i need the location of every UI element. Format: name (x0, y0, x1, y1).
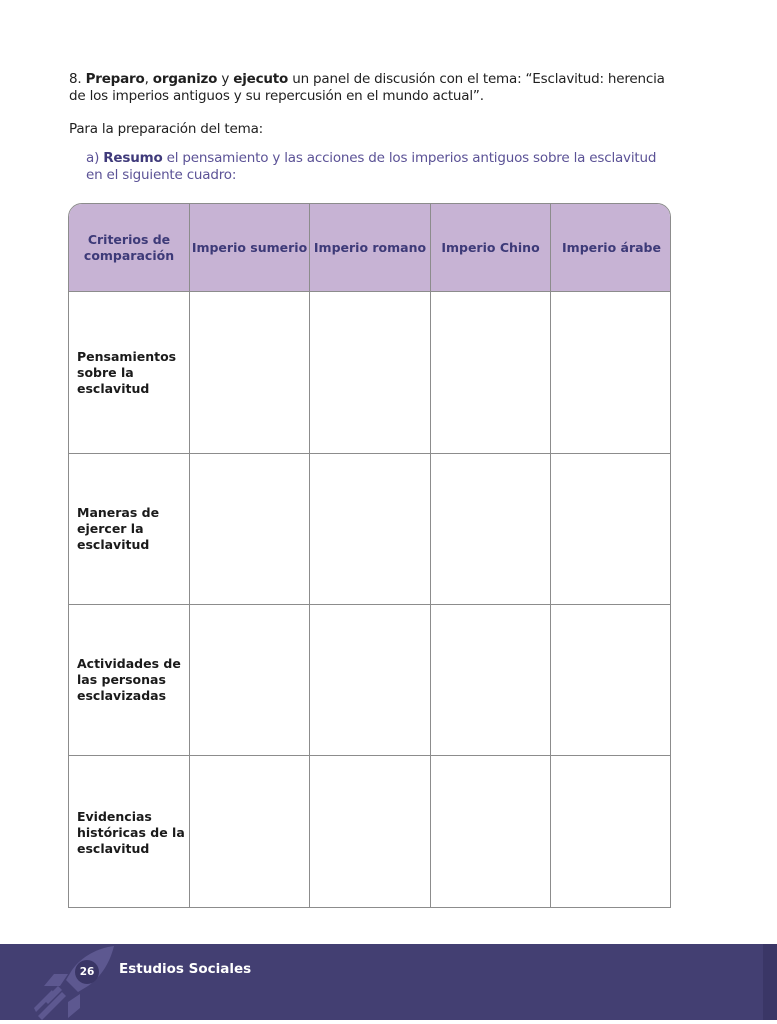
answer-cell-thoughts-roman[interactable] (310, 292, 431, 454)
answer-cell-activities-roman[interactable] (310, 605, 431, 756)
answer-cell-thoughts-chinese[interactable] (431, 292, 551, 454)
instruction-verb-execute: ejecuto (233, 71, 289, 87)
answer-cell-evidence-sumerian[interactable] (190, 756, 310, 908)
answer-cell-evidence-arab[interactable] (551, 756, 671, 908)
table-header-sumerian: Imperio sumerio (190, 204, 310, 292)
footer-edge-strip (763, 944, 777, 1020)
answer-cell-ways-sumerian[interactable] (190, 454, 310, 605)
instruction-verb-organize: organizo (152, 71, 218, 87)
subject-title: Estudios Sociales (119, 961, 252, 977)
answer-cell-activities-chinese[interactable] (431, 605, 551, 756)
table-header-criteria: Criterios de comparación (69, 204, 190, 292)
answer-cell-ways-roman[interactable] (310, 454, 431, 605)
answer-cell-ways-chinese[interactable] (431, 454, 551, 605)
page-footer (0, 944, 777, 1020)
answer-cell-evidence-roman[interactable] (310, 756, 431, 908)
subtask-rest: el pensamiento y las acciones de los imperios antiguos sobre la esclavitud en el siguiente cuadro: (86, 150, 657, 183)
instruction-rest: un panel de discusión con el tema: “Esclavitud: herencia de los imperios antiguos y su repercusión en el mundo actual”. (69, 71, 665, 104)
instruction-separator: y (217, 71, 234, 87)
answer-cell-activities-arab[interactable] (551, 605, 671, 756)
subtask-verb: Resumo (103, 150, 163, 166)
answer-cell-ways-arab[interactable] (551, 454, 671, 605)
row-label-evidence: Evidencias históricas de la esclavitud (69, 756, 190, 908)
answer-cell-evidence-chinese[interactable] (431, 756, 551, 908)
row-label-ways: Maneras de ejercer la esclavitud (69, 454, 190, 605)
answer-cell-activities-sumerian[interactable] (190, 605, 310, 756)
table-header-roman: Imperio romano (310, 204, 431, 292)
row-label-activities: Actividades de las personas esclavizadas (69, 605, 190, 756)
table-header-arab: Imperio árabe (551, 204, 671, 292)
instruction-text (69, 71, 669, 105)
row-label-thoughts: Pensamientos sobre la esclavitud (69, 292, 190, 454)
table-header-chinese: Imperio Chino (431, 204, 551, 292)
instruction-number: 8. (69, 71, 82, 87)
subtask-text (86, 150, 666, 184)
rocket-icon (32, 944, 122, 1020)
preparation-text: Para la preparación del tema: (69, 121, 263, 137)
answer-cell-thoughts-arab[interactable] (551, 292, 671, 454)
subtask-letter: a) (86, 150, 100, 166)
page-number-badge: 26 (75, 960, 99, 984)
answer-cell-thoughts-sumerian[interactable] (190, 292, 310, 454)
comparison-table (68, 203, 671, 908)
instruction-separator: , (144, 71, 153, 87)
instruction-verb-prepare: Preparo (85, 71, 145, 87)
